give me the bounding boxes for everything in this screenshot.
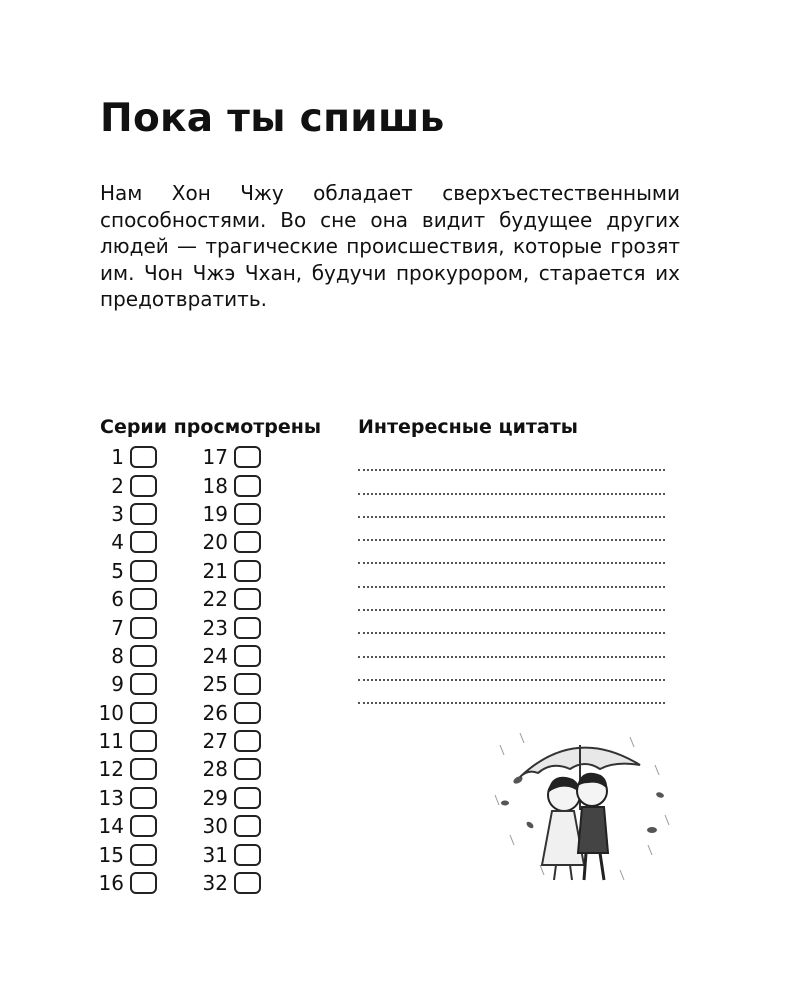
episode-row [200, 784, 261, 812]
episode-number: 29 [202, 785, 228, 810]
episode-number: 12 [98, 757, 124, 782]
episode-number: 13 [98, 785, 124, 810]
episode-row [96, 613, 157, 641]
interesting-quotes-heading: Интересные цитаты [358, 416, 578, 438]
episode-checkbox[interactable] [234, 787, 261, 809]
episode-checkbox[interactable] [234, 446, 261, 468]
episode-row [96, 642, 157, 670]
episode-row [200, 500, 261, 528]
episode-number: 27 [202, 729, 228, 754]
episode-checkbox[interactable] [130, 446, 157, 468]
episode-row [96, 471, 157, 499]
episode-checkbox[interactable] [130, 503, 157, 525]
episode-checkbox[interactable] [234, 730, 261, 752]
episode-row [96, 585, 157, 613]
episode-row [200, 528, 261, 556]
quote-line[interactable] [358, 634, 665, 657]
page-title: Пока ты спишь [100, 96, 445, 141]
episode-checkbox[interactable] [130, 815, 157, 837]
episode-checkbox[interactable] [130, 645, 157, 667]
quote-line[interactable] [358, 658, 665, 681]
episode-checkbox[interactable] [130, 617, 157, 639]
episode-column-2 [200, 443, 261, 897]
episode-number: 20 [202, 530, 228, 555]
episode-row [96, 443, 157, 471]
quote-line[interactable] [358, 588, 665, 611]
episode-number: 25 [202, 672, 228, 697]
quote-line[interactable] [358, 471, 665, 494]
episode-number: 19 [202, 501, 228, 526]
episode-checkbox[interactable] [130, 702, 157, 724]
episode-row [96, 500, 157, 528]
episode-row [96, 840, 157, 868]
episode-number: 9 [111, 672, 124, 697]
episode-checkbox[interactable] [234, 588, 261, 610]
episode-checkbox[interactable] [234, 560, 261, 582]
episode-number: 1 [111, 445, 124, 470]
episode-number: 6 [111, 587, 124, 612]
episode-number: 23 [202, 615, 228, 640]
episode-row [200, 642, 261, 670]
episode-checkbox[interactable] [130, 588, 157, 610]
episode-number: 14 [98, 814, 124, 839]
episode-checkbox[interactable] [130, 673, 157, 695]
episode-number: 32 [202, 871, 228, 896]
episode-row [96, 869, 157, 897]
episode-checkbox[interactable] [130, 531, 157, 553]
episode-number: 28 [202, 757, 228, 782]
episode-number: 10 [98, 700, 124, 725]
episode-number: 21 [202, 558, 228, 583]
episode-checkbox[interactable] [234, 645, 261, 667]
episode-checkbox[interactable] [234, 617, 261, 639]
quote-line[interactable] [358, 681, 665, 704]
episode-checkbox[interactable] [130, 872, 157, 894]
episode-row [200, 613, 261, 641]
episode-row [96, 557, 157, 585]
episode-number: 3 [111, 501, 124, 526]
episode-number: 18 [202, 473, 228, 498]
episode-number: 22 [202, 587, 228, 612]
episode-checkbox[interactable] [234, 531, 261, 553]
episode-row [200, 557, 261, 585]
episode-column-1 [96, 443, 157, 897]
episode-number: 16 [98, 871, 124, 896]
episode-checkbox[interactable] [130, 787, 157, 809]
episode-checkbox[interactable] [130, 730, 157, 752]
episode-row [200, 443, 261, 471]
quote-line[interactable] [358, 611, 665, 634]
quote-line[interactable] [358, 495, 665, 518]
episode-number: 5 [111, 558, 124, 583]
episode-row [200, 585, 261, 613]
quote-line[interactable] [358, 518, 665, 541]
episode-checkbox[interactable] [130, 844, 157, 866]
episodes-watched-heading: Серии просмотрены [100, 416, 322, 438]
episode-number: 31 [202, 842, 228, 867]
episode-row [200, 812, 261, 840]
episode-checkbox[interactable] [130, 758, 157, 780]
episode-number: 30 [202, 814, 228, 839]
episode-row [96, 699, 157, 727]
episode-checkbox[interactable] [234, 673, 261, 695]
episode-number: 8 [111, 643, 124, 668]
quote-line[interactable] [358, 448, 665, 471]
episode-checkbox[interactable] [234, 503, 261, 525]
episode-checkbox[interactable] [234, 702, 261, 724]
episode-row [96, 727, 157, 755]
episode-checkbox[interactable] [234, 758, 261, 780]
episode-checkbox[interactable] [130, 475, 157, 497]
episode-number: 24 [202, 643, 228, 668]
episode-row [200, 727, 261, 755]
episode-checkbox[interactable] [234, 815, 261, 837]
episode-number: 26 [202, 700, 228, 725]
episode-number: 2 [111, 473, 124, 498]
episode-row [200, 699, 261, 727]
episode-number: 15 [98, 842, 124, 867]
episode-row [96, 812, 157, 840]
episode-checkbox[interactable] [130, 560, 157, 582]
episode-number: 17 [202, 445, 228, 470]
episode-checkbox[interactable] [234, 872, 261, 894]
episode-row [96, 784, 157, 812]
episode-number: 7 [111, 615, 124, 640]
episode-row [200, 755, 261, 783]
quote-line[interactable] [358, 541, 665, 564]
quote-line[interactable] [358, 564, 665, 587]
episode-checkbox[interactable] [234, 844, 261, 866]
couple-under-umbrella-icon [480, 725, 680, 890]
episode-row [96, 528, 157, 556]
episode-row [96, 755, 157, 783]
episode-row [200, 869, 261, 897]
drama-description: Нам Хон Чжу обладает сверхъестественными способностями. Во сне она видит будущее других людей — трагические происшествия, которые грозят им. Чон Чжэ Чхан, будучи прокурором, старается их предотвратить. [100, 181, 680, 311]
episode-checkbox[interactable] [234, 475, 261, 497]
episode-row [200, 840, 261, 868]
quote-lines [358, 448, 665, 704]
episode-row [200, 471, 261, 499]
episode-number: 11 [98, 729, 124, 754]
episode-row [200, 670, 261, 698]
episode-number: 4 [111, 530, 124, 555]
episode-row [96, 670, 157, 698]
